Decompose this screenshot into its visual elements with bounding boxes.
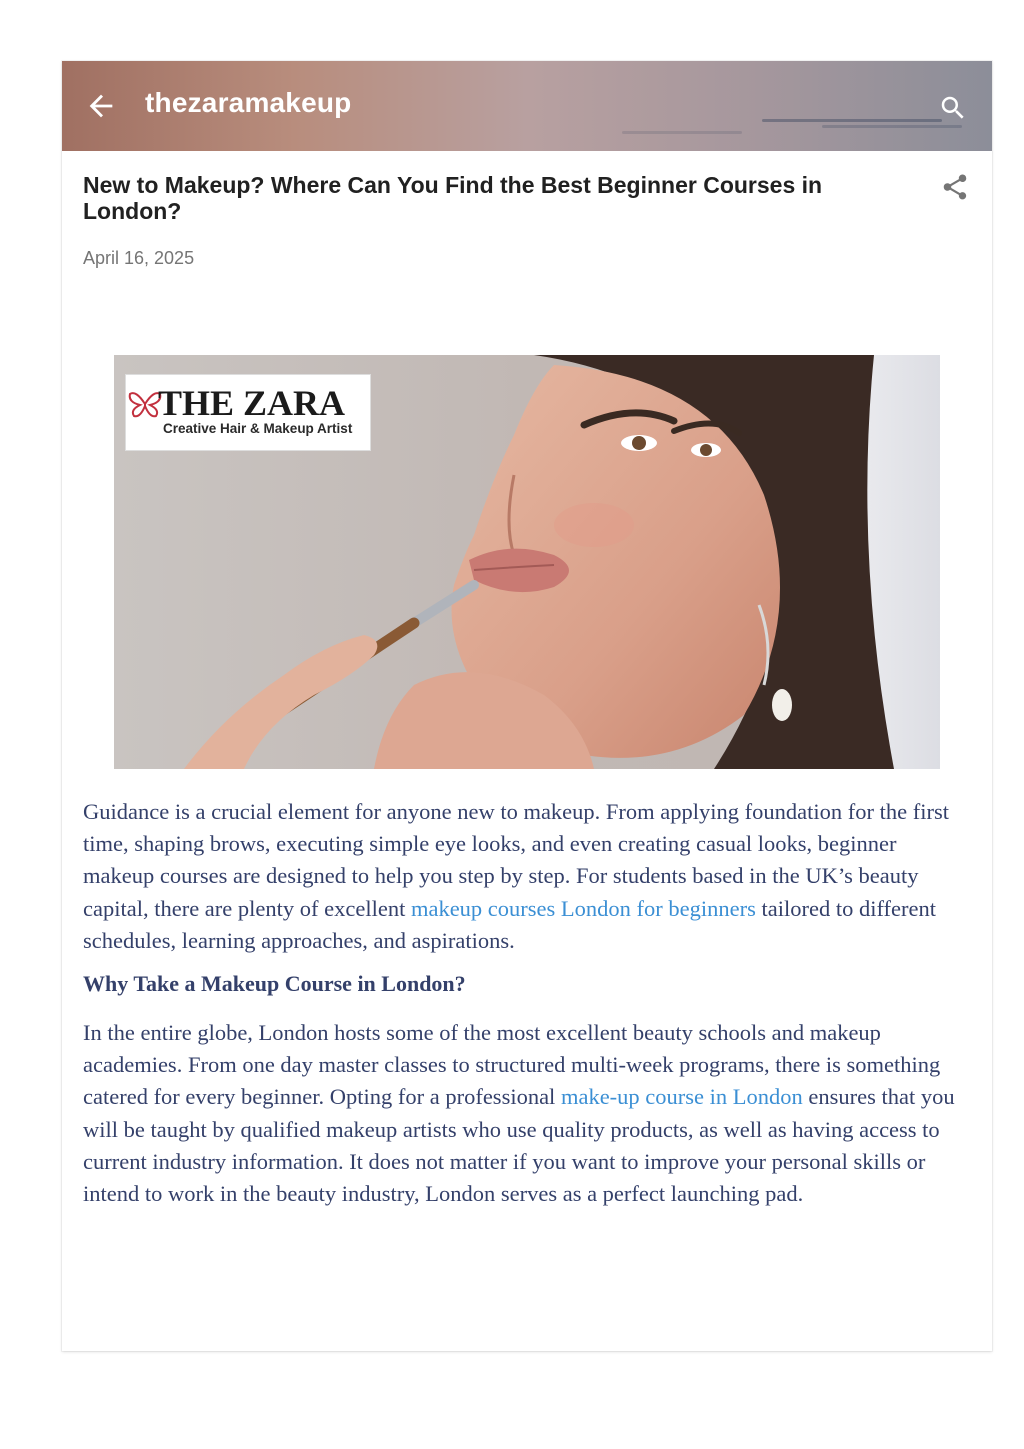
back-button[interactable] [84,89,118,123]
section-heading: Why Take a Makeup Course in London? [83,971,466,997]
header-cloud-decoration [762,119,942,122]
butterfly-icon [128,388,162,420]
paragraph-text: tailored to different schedules, learning approaches, and aspirations. [83,895,937,953]
post-body [83,796,973,1224]
site-title[interactable]: thezaramakeup [145,87,352,118]
search-icon [938,93,968,123]
blog-header [62,61,992,151]
hero-image[interactable] [114,355,940,769]
paragraph-text: In the entire globe, London hosts some of the most excellent beauty schools and makeup academies. From one day master classes to structured multi-week programs, there is something catered for every beginner. Opting for a professional [83,1020,941,1110]
logo-subtitle: Creative Hair & Makeup Artist [163,421,353,436]
paragraph-text: Guidance is a crucial element for anyone new to makeup. From applying foundation for the first time, shaping brows, executing simple eye looks, and even creating casual looks, beginner makeup courses are designed to help you step by step. For students based in the UK’s beauty capital, there are plenty of excellent [83,799,949,921]
header-cloud-decoration [822,125,962,128]
paragraph-text: ensures that you will be taught by qualified makeup artists who use quality products, as well as having access to current industry information. It does not matter if you want to improve your personal skills or intend to work in the beauty industry, London serves as a perfect launching pad. [83,1084,955,1207]
brand-logo [125,374,371,451]
post-date: April 16, 2025 [83,248,195,268]
logo-title: THE ZARA [158,383,346,423]
makeup-courses-beginners-link[interactable]: makeup courses London for beginners [410,895,756,921]
header-cloud-decoration [622,131,742,134]
body-paragraph [83,796,973,957]
makeup-course-london-link[interactable]: make-up course in London [560,1084,803,1110]
post-title: New to Makeup? Where Can You Find the Best Beginner Courses in London? [83,172,823,224]
search-button[interactable] [938,93,968,123]
arrow-left-icon [84,89,118,123]
post-card [62,61,992,1351]
share-icon [940,172,970,202]
body-paragraph [83,1017,973,1210]
share-button[interactable] [940,172,970,202]
